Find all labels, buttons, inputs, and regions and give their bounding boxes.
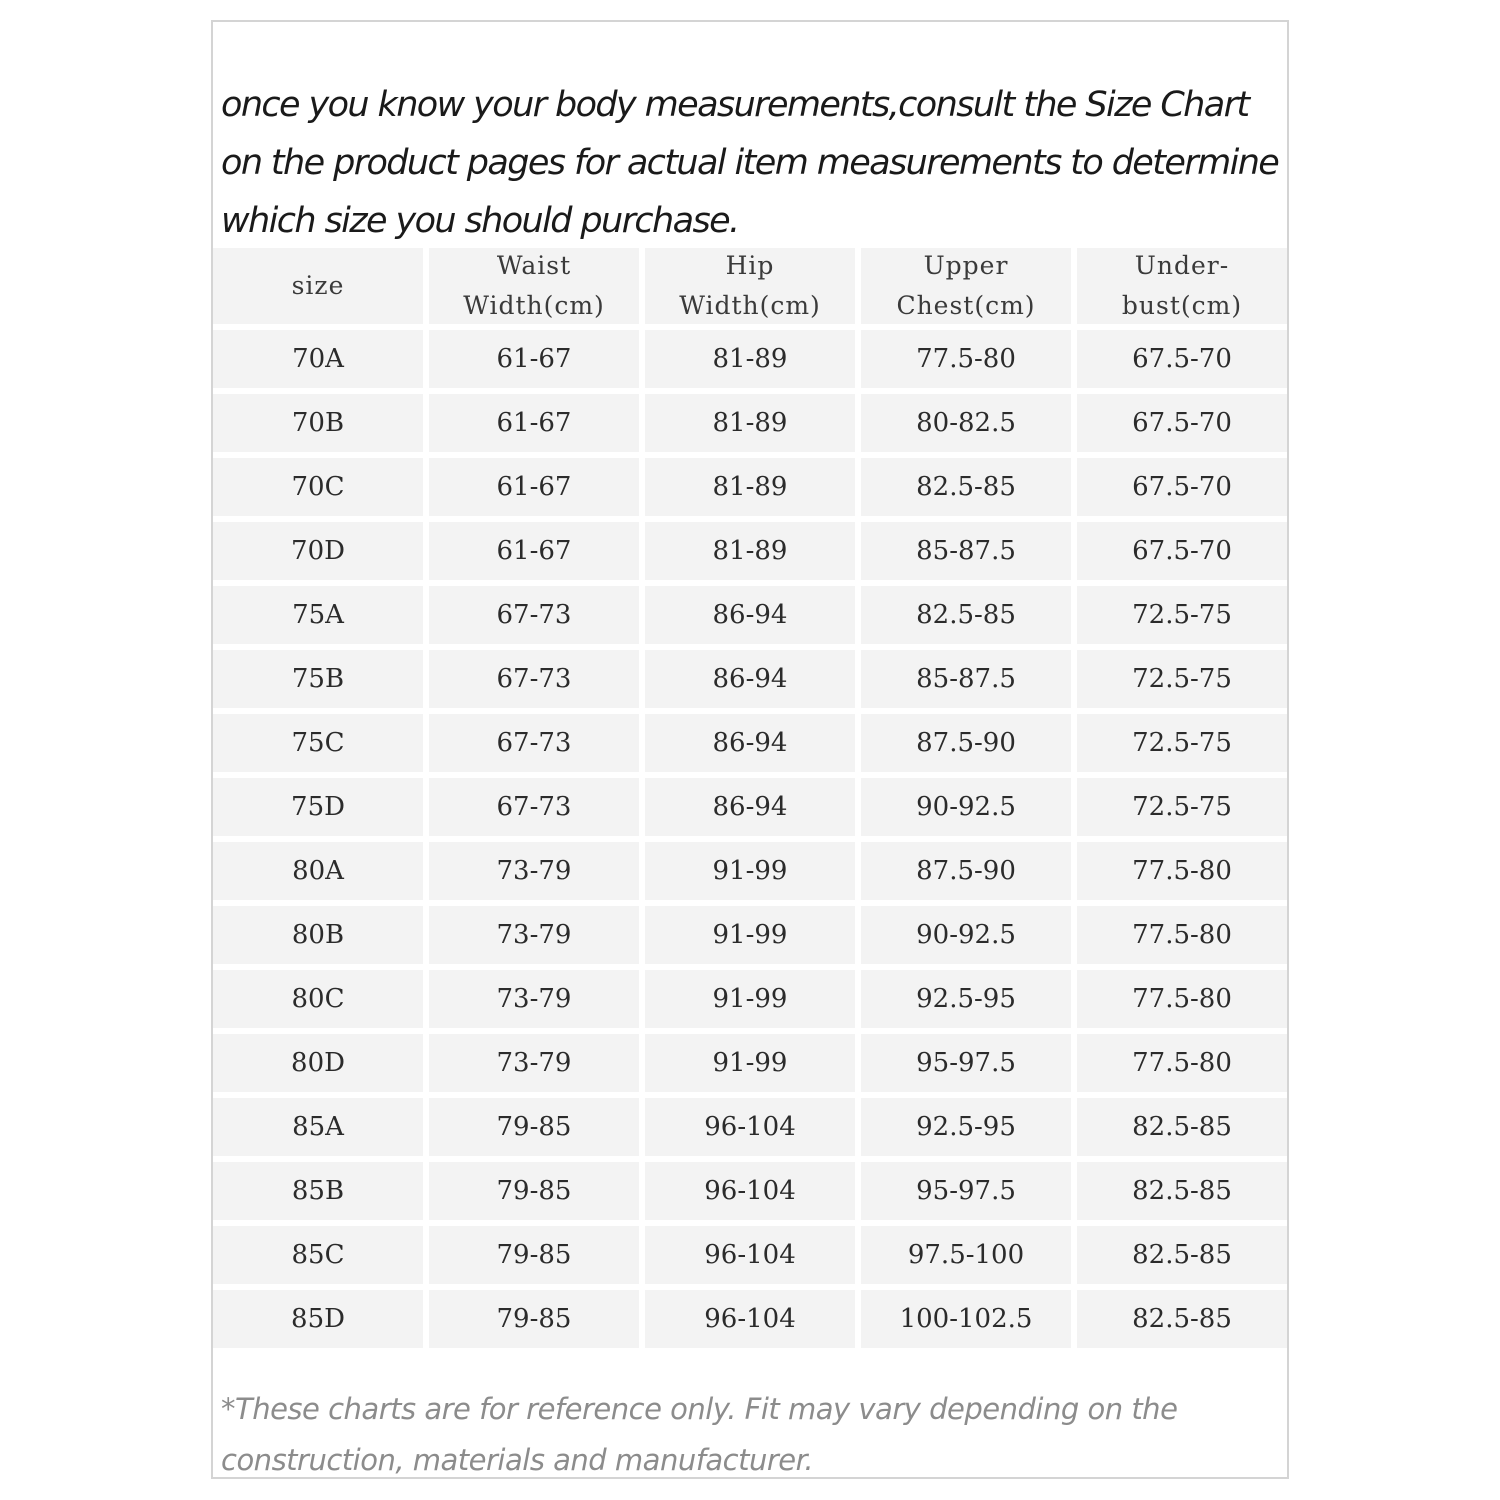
cell-upper-chest: 92.5-95 <box>861 970 1071 1028</box>
cell-waist: 67-73 <box>429 650 639 708</box>
cell-hip: 96-104 <box>645 1162 855 1220</box>
cell-underbust: 67.5-70 <box>1077 394 1287 452</box>
cell-underbust: 72.5-75 <box>1077 650 1287 708</box>
cell-size: 70A <box>213 330 423 388</box>
cell-underbust: 67.5-70 <box>1077 330 1287 388</box>
cell-size: 70D <box>213 522 423 580</box>
cell-waist: 73-79 <box>429 906 639 964</box>
cell-size: 80A <box>213 842 423 900</box>
cell-upper-chest: 82.5-85 <box>861 458 1071 516</box>
cell-underbust: 82.5-85 <box>1077 1162 1287 1220</box>
cell-size: 75C <box>213 714 423 772</box>
cell-hip: 81-89 <box>645 394 855 452</box>
size-chart-table <box>213 248 1287 1348</box>
cell-waist: 73-79 <box>429 842 639 900</box>
cell-underbust: 72.5-75 <box>1077 586 1287 644</box>
cell-upper-chest: 82.5-85 <box>861 586 1071 644</box>
cell-hip: 96-104 <box>645 1290 855 1348</box>
header-size: size <box>213 248 423 324</box>
cell-hip: 96-104 <box>645 1226 855 1284</box>
cell-hip: 91-99 <box>645 1034 855 1092</box>
cell-waist: 79-85 <box>429 1226 639 1284</box>
cell-size: 80B <box>213 906 423 964</box>
cell-size: 85D <box>213 1290 423 1348</box>
cell-size: 75D <box>213 778 423 836</box>
cell-underbust: 82.5-85 <box>1077 1098 1287 1156</box>
cell-underbust: 77.5-80 <box>1077 842 1287 900</box>
cell-waist: 73-79 <box>429 970 639 1028</box>
cell-waist: 67-73 <box>429 586 639 644</box>
cell-size: 75B <box>213 650 423 708</box>
cell-hip: 81-89 <box>645 458 855 516</box>
cell-hip: 86-94 <box>645 586 855 644</box>
cell-waist: 61-67 <box>429 522 639 580</box>
cell-hip: 91-99 <box>645 906 855 964</box>
cell-underbust: 72.5-75 <box>1077 714 1287 772</box>
header-waist: Waist Width(cm) <box>429 248 639 324</box>
cell-size: 75A <box>213 586 423 644</box>
cell-underbust: 67.5-70 <box>1077 458 1287 516</box>
cell-upper-chest: 77.5-80 <box>861 330 1071 388</box>
cell-size: 85B <box>213 1162 423 1220</box>
cell-size: 70B <box>213 394 423 452</box>
cell-underbust: 77.5-80 <box>1077 906 1287 964</box>
cell-upper-chest: 97.5-100 <box>861 1226 1071 1284</box>
cell-waist: 79-85 <box>429 1162 639 1220</box>
cell-hip: 86-94 <box>645 714 855 772</box>
cell-upper-chest: 95-97.5 <box>861 1034 1071 1092</box>
cell-upper-chest: 87.5-90 <box>861 842 1071 900</box>
cell-upper-chest: 85-87.5 <box>861 522 1071 580</box>
cell-hip: 96-104 <box>645 1098 855 1156</box>
cell-underbust: 77.5-80 <box>1077 970 1287 1028</box>
cell-upper-chest: 85-87.5 <box>861 650 1071 708</box>
cell-size: 85A <box>213 1098 423 1156</box>
cell-waist: 79-85 <box>429 1290 639 1348</box>
cell-underbust: 82.5-85 <box>1077 1226 1287 1284</box>
cell-hip: 91-99 <box>645 970 855 1028</box>
cell-waist: 61-67 <box>429 394 639 452</box>
cell-waist: 67-73 <box>429 778 639 836</box>
cell-size: 80D <box>213 1034 423 1092</box>
cell-waist: 79-85 <box>429 1098 639 1156</box>
cell-underbust: 72.5-75 <box>1077 778 1287 836</box>
cell-waist: 67-73 <box>429 714 639 772</box>
cell-waist: 61-67 <box>429 330 639 388</box>
cell-upper-chest: 90-92.5 <box>861 778 1071 836</box>
header-hip: Hip Width(cm) <box>645 248 855 324</box>
cell-waist: 61-67 <box>429 458 639 516</box>
cell-size: 80C <box>213 970 423 1028</box>
cell-hip: 86-94 <box>645 650 855 708</box>
cell-hip: 91-99 <box>645 842 855 900</box>
cell-upper-chest: 95-97.5 <box>861 1162 1071 1220</box>
cell-upper-chest: 92.5-95 <box>861 1098 1071 1156</box>
cell-underbust: 77.5-80 <box>1077 1034 1287 1092</box>
cell-hip: 86-94 <box>645 778 855 836</box>
cell-underbust: 67.5-70 <box>1077 522 1287 580</box>
cell-waist: 73-79 <box>429 1034 639 1092</box>
cell-upper-chest: 90-92.5 <box>861 906 1071 964</box>
intro-text: once you know your body measurements,consult the Size Chart on the product pages for actual item measurements to determine which size you should purchase. <box>221 85 1279 241</box>
cell-upper-chest: 80-82.5 <box>861 394 1071 452</box>
cell-hip: 81-89 <box>645 330 855 388</box>
cell-underbust: 82.5-85 <box>1077 1290 1287 1348</box>
cell-size: 85C <box>213 1226 423 1284</box>
disclaimer-note: *These charts are for reference only. Fit may vary depending on the construction, materials and manufacturer. <box>221 1392 1178 1477</box>
header-upper-chest: Upper Chest(cm) <box>861 248 1071 324</box>
cell-hip: 81-89 <box>645 522 855 580</box>
header-underbust: Under- bust(cm) <box>1077 248 1287 324</box>
cell-size: 70C <box>213 458 423 516</box>
cell-upper-chest: 100-102.5 <box>861 1290 1071 1348</box>
cell-upper-chest: 87.5-90 <box>861 714 1071 772</box>
